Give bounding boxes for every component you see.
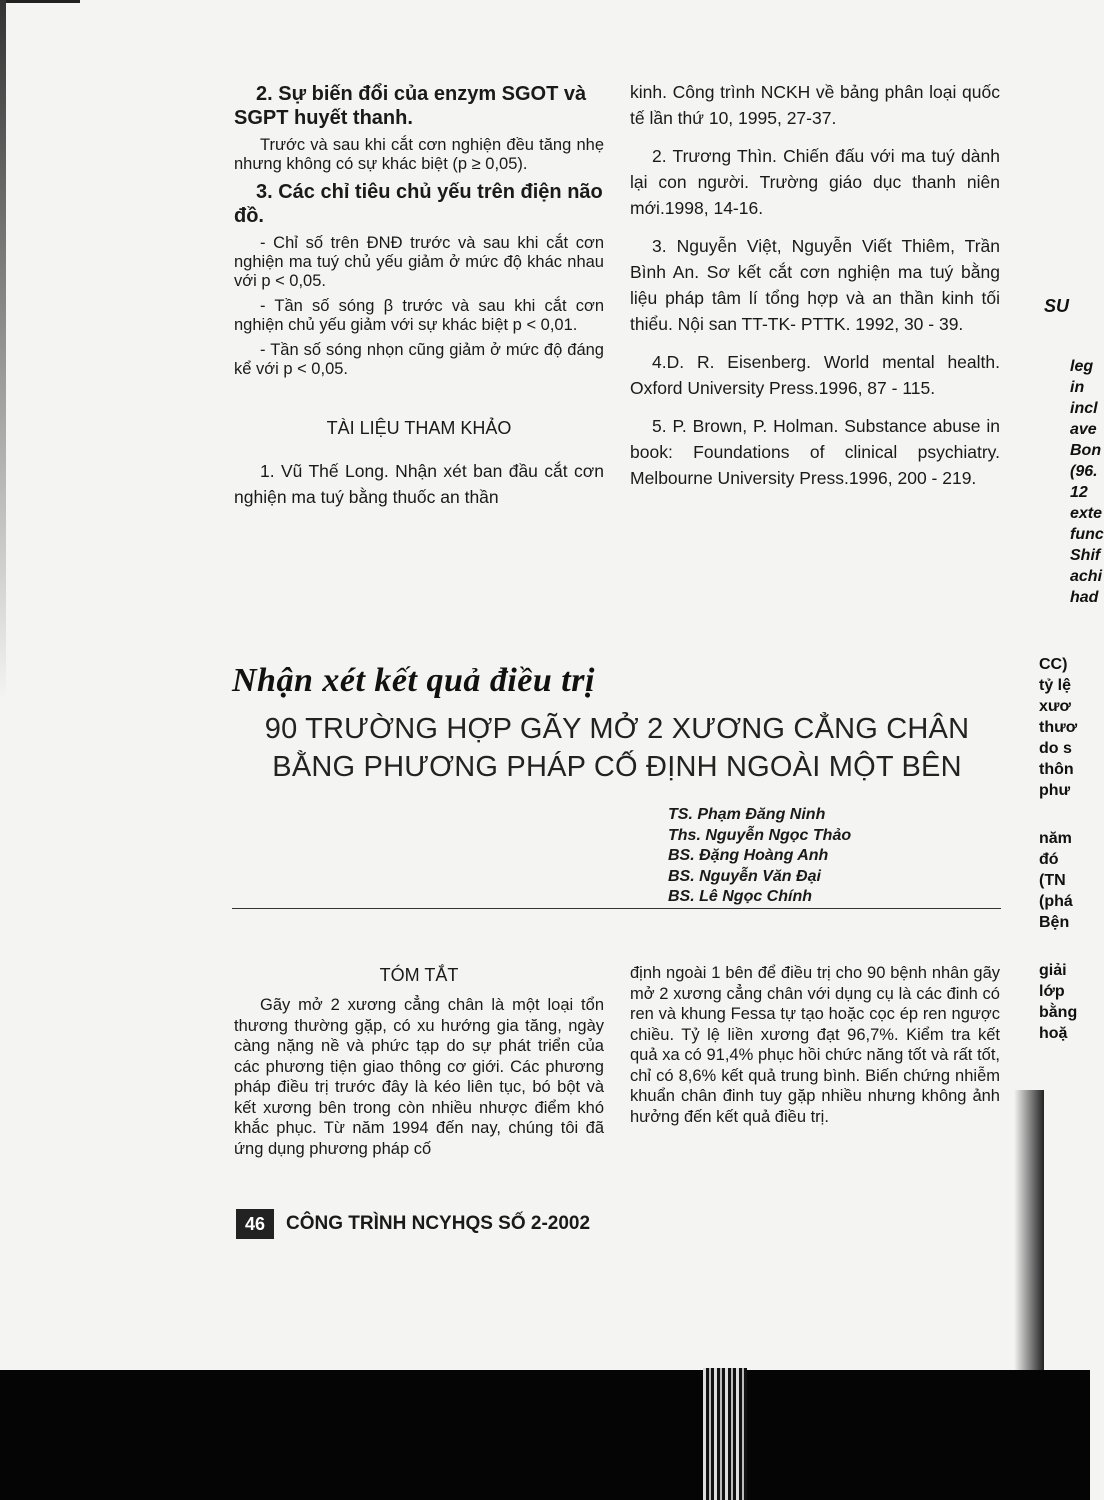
edge-text: ave: [1070, 421, 1097, 438]
edge-text: tỷ lệ: [1039, 677, 1072, 694]
edge-text: xươ: [1039, 698, 1071, 715]
reference-1-cont: kinh. Công trình NCKH về bảng phân loại quốc tế lần thứ 10, 1995, 27-37.: [630, 82, 1000, 128]
author-list: [668, 805, 968, 908]
author: TS. Phạm Đăng Ninh: [668, 806, 826, 823]
author: BS. Lê Ngọc Chính: [668, 888, 812, 905]
abstract-right-column: [630, 963, 1000, 1133]
edge-text: had: [1070, 589, 1099, 606]
binding-stripes: [703, 1368, 747, 1500]
reference-3: 3. Nguyễn Việt, Nguyễn Viết Thiêm, Trần Bình An. Sơ kết cắt cơn nghiện ma tuý bằng liệu pháp tâm lí tổng hợp và an thần kinh tối thiểu. Nội san TT-TK- PTTK. 1992, 30 - 39.: [630, 236, 1000, 334]
upper-left-column: [234, 82, 604, 516]
edge-text: thươ: [1039, 719, 1078, 736]
edge-text: năm: [1039, 830, 1072, 847]
edge-text: (phá: [1039, 893, 1073, 910]
edge-text: achi: [1070, 568, 1103, 585]
reference-1-start: 1. Vũ Thế Long. Nhận xét ban đầu cắt cơn nghiện ma tuý bằng thuốc an thần: [234, 461, 604, 507]
edge-text: hoặ: [1039, 1025, 1068, 1042]
edge-text: CC): [1039, 656, 1068, 673]
article-title-line-2: BẰNG PHƯƠNG PHÁP CỐ ĐỊNH NGOÀI MỘT BÊN: [272, 751, 962, 783]
edge-text: (96.: [1070, 463, 1098, 480]
edge-text: Bện: [1039, 914, 1070, 931]
section-heading-3: 3. Các chỉ tiêu chủ yếu trên điện não đồ.: [234, 181, 603, 227]
bullet-2: - Tần số sóng β trước và sau khi cắt cơn nghiện chủ yếu giảm với sự khác biệt p < 0,01.: [234, 297, 604, 334]
author: BS. Nguyễn Văn Đại: [668, 867, 821, 885]
edge-text: func: [1070, 526, 1104, 543]
edge-text: phư: [1039, 782, 1071, 799]
scan-edge-left: [0, 0, 6, 700]
bullet-3: - Tần số sóng nhọn cũng giảm ở mức độ đáng kể với p < 0,05.: [234, 341, 604, 378]
reference-5: 5. P. Brown, P. Holman. Substance abuse in book: Foundations of clinical psychiatry. Melbourne University Press.1996, 200 - 219.: [630, 416, 1000, 488]
article-title: [232, 710, 1002, 786]
section-text-2: Trước và sau khi cắt cơn nghiện đều tăng nhẹ nhưng không có sự khác biệt (p ≥ 0,05).: [234, 136, 604, 173]
edge-text: do s: [1039, 740, 1072, 757]
author: Ths. Nguyễn Ngọc Thảo: [668, 826, 852, 844]
abstract-left-column: [234, 995, 604, 1165]
scan-edge-top: [0, 0, 80, 3]
abstract-heading: TÓM TẮT: [379, 965, 459, 985]
edge-text: (TN: [1039, 872, 1066, 889]
references-heading: TÀI LIỆU THAM KHẢO: [326, 418, 512, 438]
scanner-bed-shadow: [0, 1370, 1090, 1500]
article-kicker: Nhận xét kết quả điều trị: [232, 662, 595, 699]
edge-text: SU: [1044, 296, 1070, 316]
upper-right-column: [630, 79, 1000, 503]
footer-rule: [232, 908, 1001, 909]
edge-text: exte: [1070, 505, 1103, 522]
journal-name: CÔNG TRÌNH NCYHQS SỐ 2-2002: [286, 1213, 591, 1234]
edge-text: incl: [1070, 400, 1098, 417]
article-title-line-1: 90 TRƯỜNG HỢP GÃY MỞ 2 XƯƠNG CẲNG CHÂN: [264, 713, 970, 745]
edge-text: giải: [1039, 962, 1067, 979]
page-number: 46: [236, 1209, 274, 1239]
bullet-1: - Chỉ số trên ĐNĐ trước và sau khi cắt cơn nghiện ma tuý chủ yếu giảm ở mức độ khác nhau với p < 0,05.: [234, 234, 604, 290]
edge-text: Bon: [1070, 442, 1102, 459]
edge-text: leg: [1070, 358, 1094, 375]
author: BS. Đặng Hoàng Anh: [668, 847, 829, 864]
reference-4: 4.D. R. Eisenberg. World mental health. Oxford University Press.1996, 87 - 115.: [630, 352, 1000, 398]
edge-text: thôn: [1039, 761, 1074, 778]
section-heading-2: 2. Sự biến đổi của enzym SGOT và SGPT huyết thanh.: [234, 83, 587, 129]
abstract-right-text: định ngoài 1 bên để điều trị cho 90 bệnh nhân gãy mở 2 xương cẳng chân với dụng cụ là các đinh có ren và khung Fessa tự tạo hoặc cọc ép ren ngược chiều. Tỷ lệ liền xương đạt 96,7%. Kiểm tra kết quả xa có 91,4% phục hồi chức năng tốt và rất tốt, chỉ có 8,6% kết quả trung bình. Biến chứng nhiễm khuẩn chân đinh tuy gặp nhiều nhưng không ảnh hưởng đến kết quả điều trị.: [630, 964, 1000, 1126]
edge-text: bằng: [1039, 1004, 1078, 1021]
abstract-left-text: Gãy mở 2 xương cẳng chân là một loại tổn thương thường gặp, có xu hướng gia tăng, ngày càng nặng nề và phức tạp do sự phát triển của các phương tiện giao thông cơ giới. Các phương pháp điều trị trước đây là kéo liên tục, bó bột và kết xương bên trong còn nhiều nhược điểm khó khắc phục. Từ năm 1994 đến nay, chúng tôi đã ứng dụng phương pháp cố: [234, 996, 604, 1158]
edge-text: in: [1070, 379, 1085, 396]
reference-2: 2. Trương Thìn. Chiến đấu với ma tuý dành lại con người. Trường giáo dục thanh niên mới.1998, 14-16.: [630, 146, 1000, 218]
page-fold-shadow: [1014, 1090, 1044, 1370]
edge-text: 12: [1070, 484, 1088, 501]
edge-text: đó: [1039, 851, 1059, 868]
edge-text: lớp: [1039, 983, 1065, 1000]
edge-text: Shif: [1070, 547, 1101, 564]
